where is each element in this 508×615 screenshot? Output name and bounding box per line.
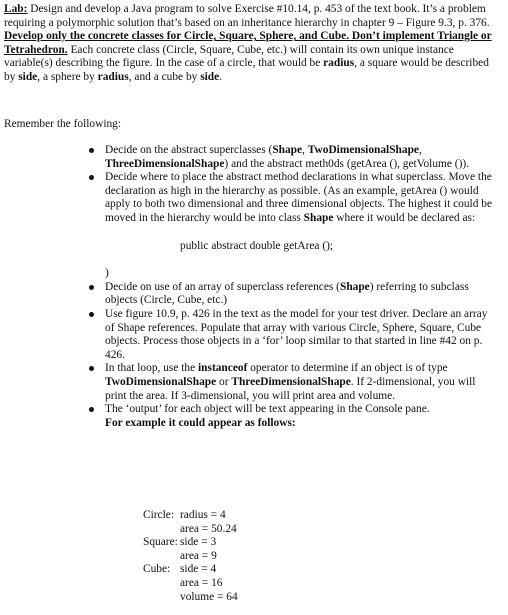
list-item	[0, 171, 508, 225]
list-item	[0, 281, 508, 308]
example-row	[0, 509, 508, 523]
example-row	[0, 523, 508, 537]
list-item-text: The ‘output’ for each object will be text appearing in the Console pane.	[105, 403, 430, 416]
list-item-text: ,	[302, 144, 308, 156]
list-item-text: In that loop, use the	[105, 362, 199, 375]
circle-radius: radius = 4	[180, 509, 226, 521]
intro-text: Design and develop a Java program to solve Exercise #10.14, p. 453 of the text book. It’s a problem requiring a polymorphic solution that’s based on an inheritance hierarchy in chapter 9 – Figure 9.3, p. 376.	[4, 3, 490, 29]
bullet-icon	[89, 407, 94, 412]
bullet-icon	[89, 175, 94, 180]
keyword-shape: Shape	[303, 211, 334, 224]
list-item-text: Decide on use of an array of superclass references (	[105, 280, 340, 293]
intro-text: , a square would be described by	[4, 57, 489, 83]
lab-instructions-paragraph	[4, 3, 502, 85]
cube-side: side = 4	[180, 563, 217, 576]
list-item-text: Use figure 10.9, p. 426 in the text as the model for your test driver. Declare an array of Shape references. Populate that array with various Circle, Sphere, Square, Cube objects. Process those objects in a ‘for’ loop similar to that started in line #42 on p. 426.	[105, 307, 488, 361]
square-area: area = 9	[180, 549, 217, 562]
requirements-list	[0, 144, 508, 430]
example-row	[0, 591, 508, 605]
list-item-text: . If 2-dimensional, you will print the area. If 3-dimensional, you will print area and volume.	[105, 375, 476, 402]
keyword-radius: radius	[323, 57, 355, 70]
example-row	[0, 563, 508, 577]
bullet-icon	[89, 148, 94, 153]
example-row	[0, 550, 508, 564]
list-item-text: Decide on the abstract superclasses (	[105, 144, 273, 156]
square-label: Square:	[143, 536, 178, 549]
circle-area: area = 50.24	[180, 522, 237, 535]
intro-text: .	[219, 70, 223, 83]
cube-label: Cube:	[143, 563, 171, 576]
circle-label: Circle:	[143, 509, 174, 521]
example-output	[0, 509, 508, 604]
remember-heading: Remember the following:	[4, 118, 122, 130]
keyword-side: side	[18, 70, 38, 83]
keyword-shape: Shape	[272, 144, 303, 156]
intro-text: , a sphere by	[37, 70, 98, 83]
keyword-three-dimensional-shape: ThreeDimensionalShape	[105, 157, 225, 170]
bullet-icon	[89, 312, 94, 317]
list-item	[0, 362, 508, 403]
keyword-two-dimensional-shape: TwoDimensionalShape	[105, 375, 217, 388]
list-item-text: operator to determine if an object is of type	[247, 362, 448, 375]
list-item-text: ) referring to subclass objects (Circle, Cube, etc.)	[105, 280, 469, 307]
list-item-text: Decide where to place the abstract method declarations in what superclass. Move the declaration as high in the hierarchy as possible. (As an example, getArea () would apply to both two dimensional and three dimensional objects. The highest it could be moved in the hierarchy would be into class	[105, 171, 492, 224]
list-item-text: ,	[418, 144, 422, 156]
intro-text: Each concrete class (Circle, Square, Cube, etc.) will contain its own unique instance variable(s) describing the figure. In the case of a circle, that would be	[4, 43, 454, 70]
intro-emphasis: Develop only the concrete classes for Circle, Square, Sphere, and Cube. Don’t implement Triangle or Tetrahedron.	[4, 30, 492, 56]
code-declaration: public abstract double getArea ();	[180, 239, 334, 252]
square-side: side = 3	[180, 536, 217, 549]
list-item-text: or	[216, 375, 232, 388]
list-item	[0, 308, 508, 362]
list-item	[0, 144, 508, 171]
closing-paren: )	[105, 267, 109, 280]
list-item-text: ) and the abstract meth0ds (getArea (), getVolume ()).	[224, 157, 470, 170]
keyword-two-dimensional-shape: TwoDimensionalShape	[307, 144, 419, 156]
example-row	[0, 536, 508, 550]
keyword-radius: radius	[97, 70, 129, 83]
keyword-three-dimensional-shape: ThreeDimensionalShape	[231, 375, 351, 388]
bullet-icon	[89, 285, 94, 290]
list-item-text: where it would be declared as:	[333, 211, 476, 224]
bullet-icon	[89, 366, 94, 371]
cube-area: area = 16	[180, 576, 223, 589]
keyword-instanceof: instanceof	[198, 362, 248, 375]
cube-volume: volume = 64	[180, 590, 238, 603]
example-row	[0, 577, 508, 591]
list-item	[0, 403, 508, 430]
keyword-shape: Shape	[339, 280, 370, 293]
intro-text: , and a cube by	[128, 70, 201, 83]
lab-label: Lab:	[4, 3, 28, 15]
keyword-side: side	[200, 70, 220, 83]
example-intro: For example it could appear as follows:	[105, 416, 296, 429]
